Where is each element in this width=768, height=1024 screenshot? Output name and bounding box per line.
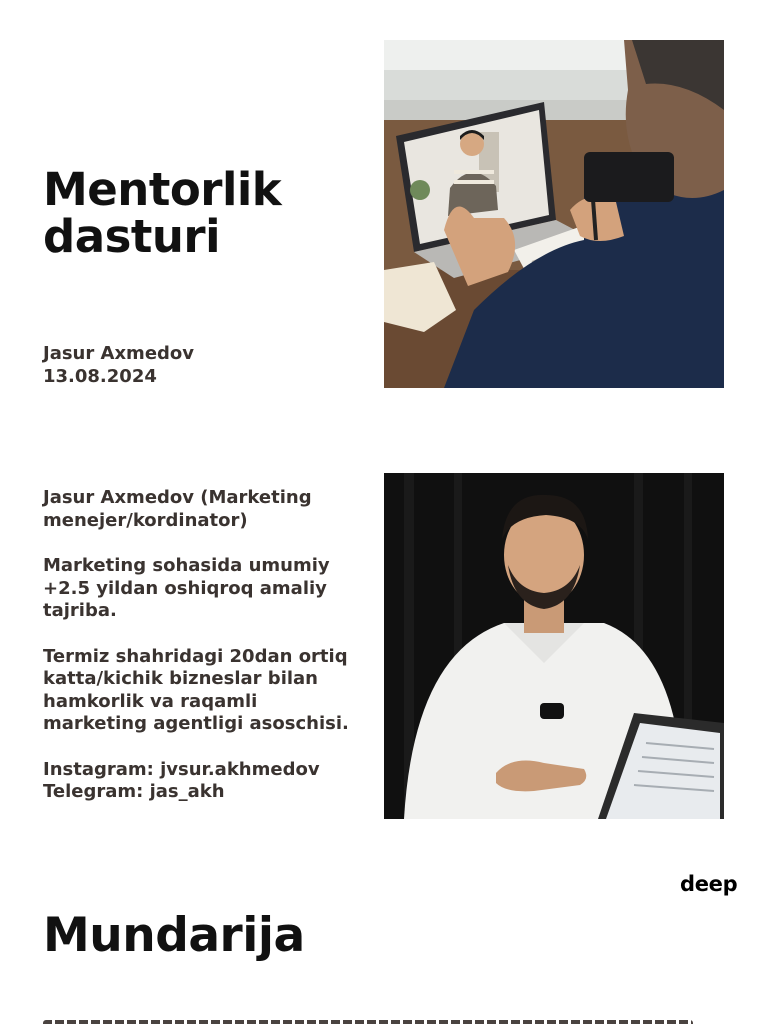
- bio-role-line-2: menejer/kordinator): [43, 509, 248, 531]
- bio-experience-line-1: Marketing sohasida umumiy: [43, 555, 330, 576]
- bio-agency: [43, 646, 373, 736]
- title-line-2: dasturi: [43, 210, 221, 263]
- portrait-illustration: [384, 473, 724, 819]
- author-name: Jasur Axmedov: [43, 343, 195, 364]
- video-call-meeting-photo: [384, 40, 724, 388]
- title-line-1: Mentorlik: [43, 163, 282, 216]
- bio-experience-line-3: tajriba.: [43, 600, 117, 621]
- author-block: [43, 342, 194, 388]
- brand-logo: deep: [680, 872, 738, 896]
- portrait-photo: [384, 473, 724, 819]
- bio-contacts: [43, 759, 373, 804]
- section-title: Mundarija: [43, 908, 305, 963]
- bio-agency-line-1: Termiz shahridagi 20dan ortiq: [43, 645, 348, 667]
- instagram-handle: Instagram: jvsur.akhmedov: [43, 758, 320, 780]
- bio-role: [43, 487, 373, 532]
- bio-experience-line-2: +2.5 yildan oshiqroq amaliy: [43, 577, 327, 599]
- meeting-illustration: [384, 40, 724, 388]
- telegram-handle: Telegram: jas_akh: [43, 781, 225, 802]
- bio-role-line-1: Jasur Axmedov (Marketing: [43, 487, 312, 508]
- bio-agency-line-2: katta/kichik bizneslar bilan: [43, 668, 318, 689]
- page-title: [43, 163, 373, 263]
- bio-experience: [43, 555, 373, 623]
- bio-agency-line-3: hamkorlik va raqamli: [43, 690, 258, 712]
- presentation-date: 13.08.2024: [43, 366, 157, 387]
- bio-agency-line-4: marketing agentligi asoschisi.: [43, 713, 349, 734]
- cut-off-text-line: [43, 1016, 693, 1024]
- mentor-bio: [43, 487, 373, 827]
